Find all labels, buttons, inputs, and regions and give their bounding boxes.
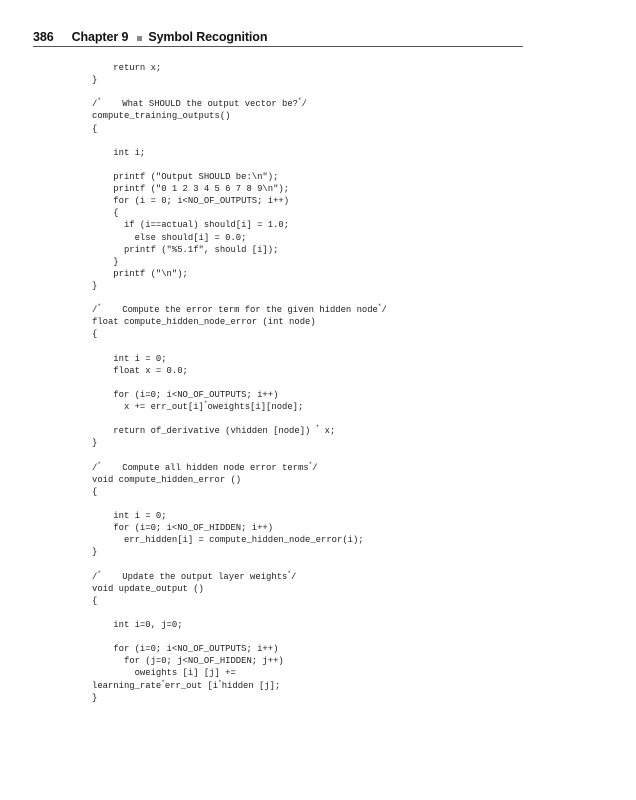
- code-line: void update_output (): [92, 583, 204, 594]
- code-line: return of_derivative (vhidden [node]) * x;: [92, 424, 336, 437]
- code-line: float x = 0.0;: [92, 365, 188, 376]
- code-line: }: [92, 692, 98, 703]
- code-line: else should[i] = 0.0;: [92, 232, 247, 243]
- code-line: for (j=0; j<NO_OF_HIDDEN; j++): [92, 656, 284, 667]
- code-line: [92, 135, 552, 147]
- code-line: {: [92, 595, 98, 606]
- code-line: {: [92, 123, 98, 134]
- header-rule: [33, 46, 523, 47]
- code-line: [92, 450, 552, 462]
- code-line: }: [92, 280, 98, 291]
- code-line: int i;: [92, 147, 146, 158]
- header-separator-square: [137, 36, 142, 41]
- code-line: for (i = 0; i<NO_OF_OUTPUTS; i++): [92, 196, 290, 207]
- code-line: int i = 0;: [92, 511, 167, 522]
- code-line: compute_training_outputs(): [92, 111, 231, 122]
- running-header: [33, 30, 267, 44]
- code-line: }: [92, 547, 98, 558]
- code-line: {: [92, 208, 119, 219]
- code-line: int i=0, j=0;: [92, 620, 183, 631]
- code-line: [92, 86, 552, 98]
- code-line: [92, 558, 552, 570]
- code-line: return x;: [92, 63, 162, 73]
- code-line: for (i=0; i<NO_OF_OUTPUTS; i++): [92, 389, 279, 400]
- code-line: learning_rate*err_out [i*hidden [j];: [92, 678, 281, 691]
- code-line: }: [92, 75, 98, 86]
- code-line: for (i=0; i<NO_OF_OUTPUTS; i++): [92, 644, 279, 655]
- code-listing: [92, 62, 552, 704]
- code-line: [92, 498, 552, 510]
- code-line: [92, 607, 552, 619]
- code-line: [92, 377, 552, 389]
- code-line: /* Compute all hidden node error terms*/: [92, 460, 318, 473]
- chapter-label: Chapter 9: [71, 30, 129, 44]
- code-line: [92, 341, 552, 353]
- code-line: x += err_out[i]*oweights[i][node];: [92, 400, 304, 413]
- code-line: {: [92, 486, 98, 497]
- code-line: printf ("\n");: [92, 268, 188, 279]
- code-line: int i = 0;: [92, 353, 167, 364]
- code-line: {: [92, 329, 98, 340]
- code-line: err_hidden[i] = compute_hidden_node_error(i);: [92, 535, 364, 546]
- code-line: [92, 631, 552, 643]
- code-line: [92, 292, 552, 304]
- code-line: printf ("0 1 2 3 4 5 6 7 8 9\n");: [92, 184, 290, 195]
- code-line: float compute_hidden_node_error (int node): [92, 317, 316, 328]
- code-line: if (i==actual) should[i] = 1.0;: [92, 220, 290, 231]
- code-line: for (i=0; i<NO_OF_HIDDEN; i++): [92, 523, 274, 534]
- code-line: [92, 159, 552, 171]
- code-line: }: [92, 256, 119, 267]
- code-line: /* What SHOULD the output vector be?*/: [92, 97, 307, 110]
- code-line: printf ("Output SHOULD be:\n");: [92, 171, 279, 182]
- chapter-title: Symbol Recognition: [148, 30, 268, 44]
- code-line: }: [92, 438, 98, 449]
- code-line: printf ("%5.1f", should [i]);: [92, 244, 279, 255]
- code-line: void compute_hidden_error (): [92, 474, 242, 485]
- code-line: /* Update the output layer weights*/: [92, 569, 297, 582]
- code-line: [92, 413, 552, 425]
- page-number: 386: [33, 30, 54, 44]
- code-line: /* Compute the error term for the given hidden node*/: [92, 303, 387, 316]
- code-line: oweights [i] [j] +=: [92, 668, 236, 679]
